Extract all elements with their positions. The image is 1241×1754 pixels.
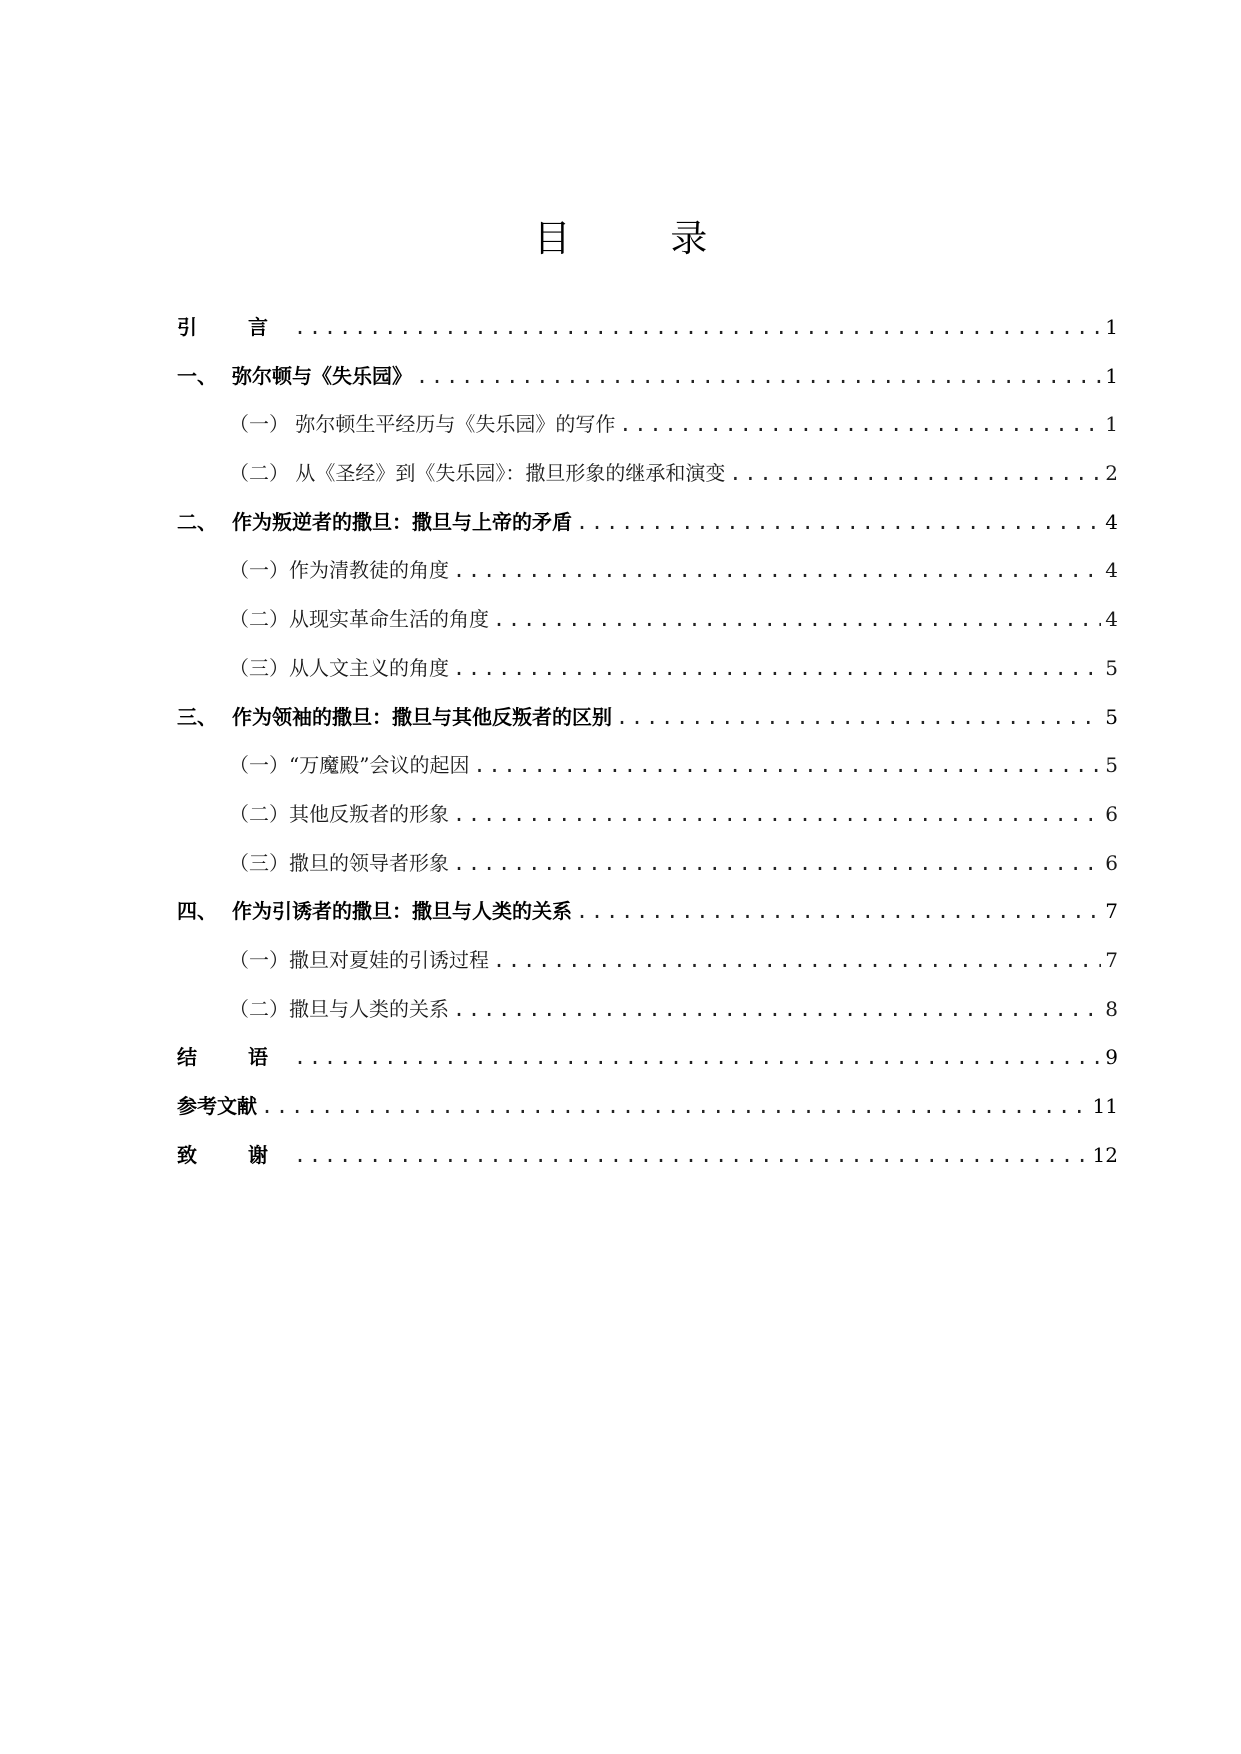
toc-entry-label: 作为领袖的撒旦：撒旦与其他反叛者的区别 xyxy=(232,704,612,729)
toc-leader xyxy=(294,1042,1101,1072)
toc-entry-section-2-1[interactable] xyxy=(177,555,1118,604)
toc-entry-section-2-3[interactable] xyxy=(177,653,1118,702)
toc-leader xyxy=(619,409,1101,439)
toc-entry-conclusion[interactable] xyxy=(177,1042,1118,1091)
toc-leader xyxy=(493,604,1101,634)
toc-chapter-number: 四、 xyxy=(177,899,217,924)
toc-entry-label: （三）撒旦的领导者形象 xyxy=(229,850,449,875)
page-title: 目 录 xyxy=(533,217,752,260)
toc-chapter-number: 三、 xyxy=(177,704,217,729)
toc-entry-label: （一）撒旦对夏娃的引诱过程 xyxy=(229,947,489,972)
toc-entry-acknowledgements[interactable] xyxy=(177,1140,1118,1189)
toc-entry-label: （三）从人文主义的角度 xyxy=(229,655,449,680)
toc-leader xyxy=(493,945,1101,975)
toc-page-number: 5 xyxy=(1105,704,1118,729)
toc-leader xyxy=(453,653,1101,683)
toc-page-number: 7 xyxy=(1105,947,1118,972)
toc-entry-section-3-1[interactable] xyxy=(177,750,1118,799)
toc-entry-label: 结 语 xyxy=(177,1045,290,1070)
toc-entry-label: （一） 弥尔顿生平经历与《失乐园》的写作 xyxy=(229,412,616,437)
toc-page-number: 6 xyxy=(1105,850,1118,875)
toc-page-number: 12 xyxy=(1092,1142,1118,1167)
toc-entry-references[interactable] xyxy=(177,1091,1118,1140)
toc-leader xyxy=(576,507,1101,537)
toc-page-number: 11 xyxy=(1092,1094,1118,1118)
toc-entry-label: （一）作为清教徒的角度 xyxy=(229,558,449,583)
toc-entry-label: 作为引诱者的撒旦：撒旦与人类的关系 xyxy=(232,899,572,924)
toc-entry-section-4-1[interactable] xyxy=(177,945,1118,994)
toc-entry-label: （一）“万魔殿”会议的起因 xyxy=(229,753,470,778)
toc-leader xyxy=(416,361,1101,391)
toc-entry-section-3-3[interactable] xyxy=(177,848,1118,897)
toc-page-number: 6 xyxy=(1105,801,1118,826)
toc-entry-label: 参考文献 xyxy=(177,1094,257,1118)
toc-page-number: 1 xyxy=(1105,412,1118,437)
toc-entry-section-3-2[interactable] xyxy=(177,799,1118,848)
toc-page-number: 1 xyxy=(1105,315,1118,339)
toc-page-number: 8 xyxy=(1105,996,1118,1021)
toc-entry-label: （二）其他反叛者的形象 xyxy=(229,801,449,826)
toc-leader xyxy=(294,1140,1089,1170)
toc-entry-label: 弥尔顿与《失乐园》 xyxy=(232,363,412,388)
table-of-contents xyxy=(177,312,1118,1188)
toc-entry-section-4-2[interactable] xyxy=(177,994,1118,1043)
toc-leader xyxy=(453,994,1101,1024)
toc-leader xyxy=(261,1091,1089,1121)
toc-chapter-number: 一、 xyxy=(177,363,217,388)
toc-page-number: 2 xyxy=(1105,461,1118,486)
toc-leader xyxy=(453,848,1101,878)
toc-page-number: 7 xyxy=(1105,899,1118,924)
toc-entry-intro[interactable] xyxy=(177,312,1118,361)
toc-leader xyxy=(616,702,1101,732)
toc-entry-chapter-4[interactable] xyxy=(177,896,1118,945)
toc-page-number: 5 xyxy=(1105,655,1118,680)
toc-entry-label: 致 谢 xyxy=(177,1142,290,1167)
toc-page-number: 4 xyxy=(1105,607,1118,632)
toc-entry-section-2-2[interactable] xyxy=(177,604,1118,653)
toc-leader xyxy=(453,555,1101,585)
toc-leader xyxy=(729,458,1101,488)
toc-leader xyxy=(294,312,1101,342)
toc-page-number: 5 xyxy=(1105,753,1118,778)
toc-entry-label: （二） 从《圣经》到《失乐园》：撒旦形象的继承和演变 xyxy=(229,461,726,486)
toc-entry-label: （二）从现实革命生活的角度 xyxy=(229,607,489,632)
toc-page-number: 4 xyxy=(1105,509,1118,534)
toc-page-number: 9 xyxy=(1105,1045,1118,1070)
toc-leader xyxy=(576,896,1101,926)
toc-page-number: 4 xyxy=(1105,558,1118,583)
toc-entry-label: （二）撒旦与人类的关系 xyxy=(229,996,449,1021)
toc-leader xyxy=(473,750,1101,780)
toc-entry-section-1-1[interactable] xyxy=(177,409,1118,458)
toc-entry-label: 引 言 xyxy=(177,315,290,339)
toc-chapter-number: 二、 xyxy=(177,509,217,534)
toc-leader xyxy=(453,799,1101,829)
toc-entry-chapter-1[interactable] xyxy=(177,361,1118,410)
toc-page-number: 1 xyxy=(1105,363,1118,388)
toc-entry-section-1-2[interactable] xyxy=(177,458,1118,507)
toc-entry-chapter-3[interactable] xyxy=(177,702,1118,751)
toc-entry-label: 作为叛逆者的撒旦：撒旦与上帝的矛盾 xyxy=(232,509,572,534)
toc-entry-chapter-2[interactable] xyxy=(177,507,1118,556)
